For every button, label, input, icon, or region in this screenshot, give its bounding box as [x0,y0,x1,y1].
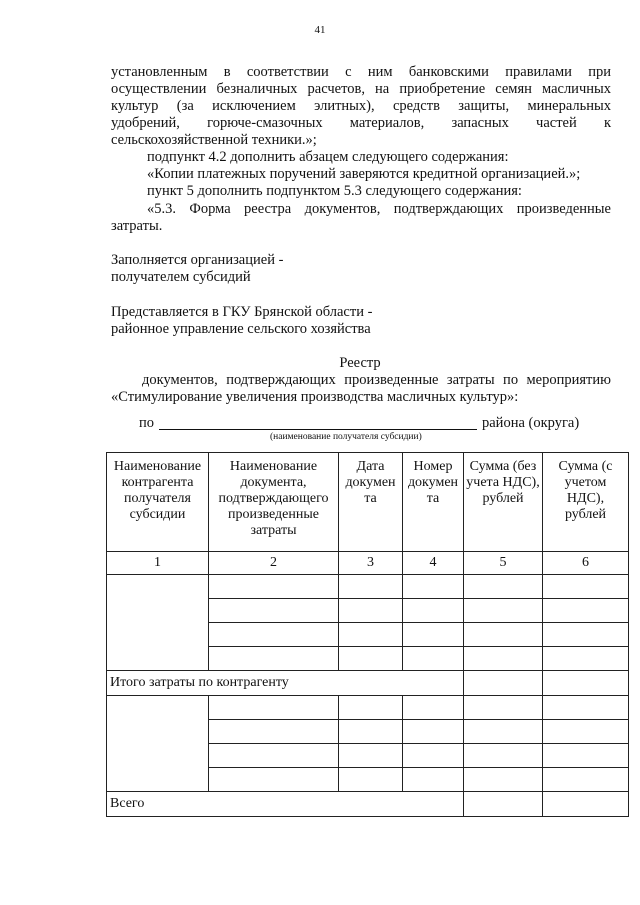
quote-copies: «Копии платежных поручений заверяются кредитной организацией.»; [147,166,581,182]
filled-by-line-1: Заполняется организацией - [111,252,284,268]
header-sum-with-vat: Сумма (с учетом НДС), рублей [543,453,629,552]
table-cell[interactable] [403,744,464,768]
header-document-date: Дата докумен та [339,453,403,552]
paragraph-line-5: сельскохозяйственной техники.»; [111,132,317,148]
registry-line-2: «Стимулирование увеличения производства масличных культур»: [111,389,519,405]
registry-table [106,452,629,817]
table-header-row [107,453,629,552]
table-cell[interactable] [339,768,403,792]
table-cell[interactable] [403,696,464,720]
subtotal-label: Итого затраты по контрагенту [107,671,464,696]
table-cell[interactable] [209,744,339,768]
column-number: 6 [543,552,629,575]
column-number: 4 [403,552,464,575]
table-cell[interactable] [339,744,403,768]
table-cell[interactable] [464,768,543,792]
table-cell[interactable] [543,623,629,647]
table-cell[interactable] [339,623,403,647]
table-cell[interactable] [403,720,464,744]
table-cell[interactable] [209,696,339,720]
table-cell[interactable] [209,720,339,744]
table-cell[interactable] [403,575,464,599]
subtotal-row [107,671,629,696]
column-number: 2 [209,552,339,575]
table-cell[interactable] [209,647,339,671]
registry-line-1: документов, подтверждающих произведенные затраты по мероприятию [142,372,611,388]
filled-by-line-2: получателем субсидий [111,269,251,285]
submitted-to-line-2: районное управление сельского хозяйства [111,321,371,337]
paragraph-line-2: осуществлении безналичных расчетов, на приобретение семян масличных [111,81,611,97]
table-cell[interactable] [464,744,543,768]
paragraph-line-1: установленным в соответствии с ним банковскими правилами при [111,64,611,80]
column-number: 5 [464,552,543,575]
table-cell[interactable] [464,696,543,720]
point-5: пункт 5 дополнить подпунктом 5.3 следующего содержания: [147,183,522,199]
recipient-caption: (наименование получателя субсидии) [270,432,422,442]
subpoint-5-3-line-2: затраты. [111,218,163,234]
registry-district: района (округа) [482,415,580,431]
table-cell[interactable] [339,599,403,623]
total-sum-without-vat[interactable] [464,792,543,817]
table-cell[interactable] [339,720,403,744]
contractor-cell[interactable] [107,696,209,792]
header-sum-without-vat: Сумма (без учета НДС), рублей [464,453,543,552]
table-cell[interactable] [209,768,339,792]
page-number: 41 [314,24,326,36]
recipient-name-line [159,429,477,430]
registry-po: по [139,415,155,431]
table-cell[interactable] [209,623,339,647]
table-cell[interactable] [403,768,464,792]
table-cell[interactable] [464,720,543,744]
table-row [107,696,629,720]
subtotal-sum-without-vat[interactable] [464,671,543,696]
table-cell[interactable] [543,599,629,623]
header-contractor: Наименование контрагента получателя субсидии [107,453,209,552]
column-number: 1 [107,552,209,575]
table-cell[interactable] [209,575,339,599]
table-cell[interactable] [543,768,629,792]
table-cell[interactable] [464,599,543,623]
table-cell[interactable] [543,744,629,768]
registry-title: Реестр [339,355,381,371]
column-number: 3 [339,552,403,575]
table-cell[interactable] [543,720,629,744]
table-cell[interactable] [209,599,339,623]
table-cell[interactable] [339,575,403,599]
table-cell[interactable] [464,575,543,599]
subpoint-4-2: подпункт 4.2 дополнить абзацем следующего содержания: [147,149,509,165]
table-cell[interactable] [403,599,464,623]
paragraph-line-3: культур (за исключением элитных), средств защиты, минеральных [111,98,611,114]
table-cell[interactable] [339,696,403,720]
total-sum-with-vat[interactable] [543,792,629,817]
table-cell[interactable] [403,647,464,671]
table-cell[interactable] [543,696,629,720]
total-label: Всего [107,792,464,817]
subpoint-5-3-line-1: «5.3. Форма реестра документов, подтверждающих произведенные [147,201,611,217]
header-document-name: Наименование документа, подтверждающего произведенные затраты [209,453,339,552]
contractor-cell[interactable] [107,575,209,671]
table-cell[interactable] [403,623,464,647]
table-cell[interactable] [339,647,403,671]
table-numbers-row [107,552,629,575]
table-cell[interactable] [543,647,629,671]
subtotal-sum-with-vat[interactable] [543,671,629,696]
table-row [107,575,629,599]
table-cell[interactable] [464,647,543,671]
submitted-to-line-1: Представляется в ГКУ Брянской области - [111,304,373,320]
total-row [107,792,629,817]
table-cell[interactable] [464,623,543,647]
paragraph-line-4: удобрений, горюче-смазочных материалов, запасных частей к [111,115,611,131]
header-document-number: Номер докумен та [403,453,464,552]
table-cell[interactable] [543,575,629,599]
